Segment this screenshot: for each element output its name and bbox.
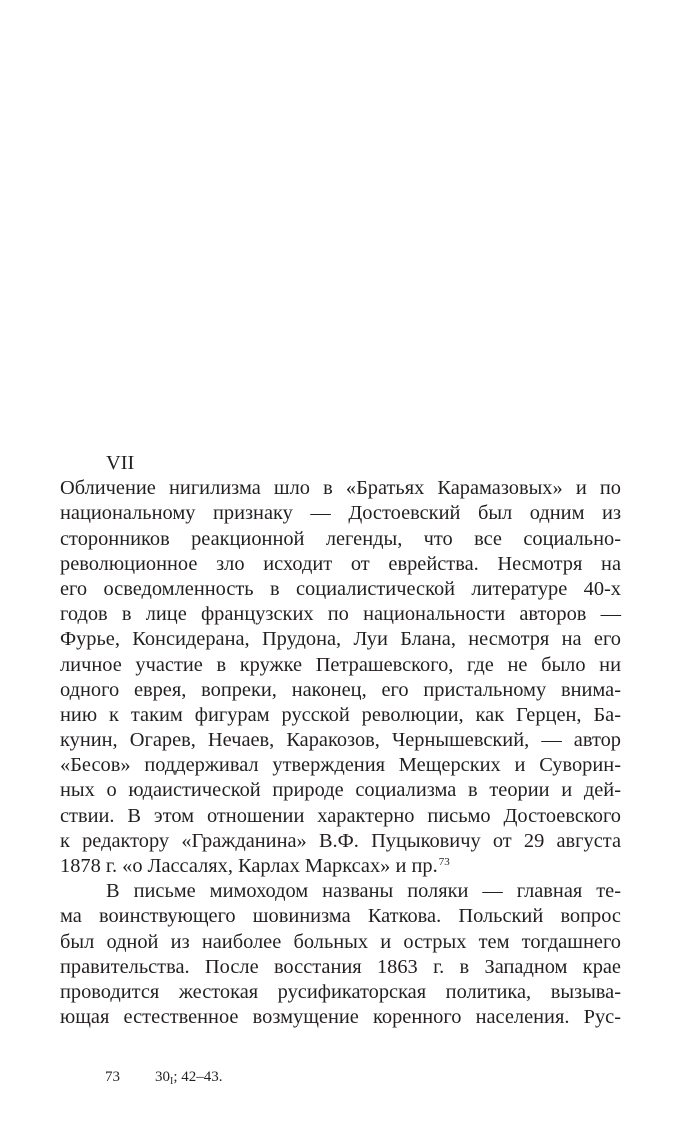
paragraph-2 <box>60 879 621 1030</box>
text-line: революционное зло исходит от еврейства. Несмотря на <box>60 552 621 575</box>
section-heading: VII <box>106 452 135 474</box>
text-line: национальному признаку — Достоевский был одним из <box>60 502 621 525</box>
text-line: нию к таким фигурам русской революции, как Герцен, Ба- <box>60 703 621 726</box>
main-text <box>60 451 621 1030</box>
text-line: ных о юдаистической природе социализма в теории и дей- <box>60 779 621 802</box>
text-line: ющая естественное возмущение коренного населения. Рус- <box>60 1006 621 1029</box>
footnote-subscript: I <box>170 1076 174 1087</box>
text-line-last <box>60 854 621 879</box>
footnote <box>105 1067 223 1092</box>
text-line: его осведомленность в социалистической литературе 40-х <box>60 577 621 600</box>
text-line: сторонников реакционной легенды, что все социально- <box>60 527 621 550</box>
text-line: Фурье, Консидерана, Прудона, Луи Блана, несмотря на его <box>60 628 621 651</box>
paragraph-1 <box>60 476 621 879</box>
text-line: одного еврея, вопреки, наконец, его пристальному внима- <box>60 678 621 701</box>
text-line: ма воинствующего шовинизма Каткова. Польский вопрос <box>60 905 621 928</box>
footnote-pages: ; 42–43. <box>173 1069 223 1085</box>
text-line: проводится жестокая русификаторская политика, вызыва- <box>60 980 621 1003</box>
text-line: годов в лице французских по национальности авторов — <box>60 603 621 626</box>
footnote-volume: 30 <box>155 1069 170 1085</box>
footnote-number: 73 <box>105 1069 120 1085</box>
text-line: Обличение нигилизма шло в «Братьях Карамазовых» и по <box>60 477 621 500</box>
text-line: кунин, Огарев, Нечаев, Каракозов, Чернышевский, — автор <box>60 729 621 752</box>
text-line: В письме мимоходом названы поляки — главная те- <box>106 880 621 903</box>
text-line: был одной из наиболее больных и острых тем тогдашнего <box>60 930 621 953</box>
text-line: правительства. После восстания 1863 г. в Западном крае <box>60 955 621 978</box>
text-line: ствии. В этом отношении характерно письмо Достоевского <box>60 804 621 827</box>
footnote-reference[interactable]: 73 <box>438 856 450 868</box>
text-line-content: 1878 г. «о Лассалях, Карлах Марксах» и пр. <box>60 855 438 877</box>
text-line: «Бесов» поддерживал утверждения Мещерских и Суворин- <box>60 754 621 777</box>
text-line: к редактору «Гражданина» В.Ф. Пуцыковичу от 29 августа <box>60 829 621 852</box>
text-line: личное участие в кружке Петрашевского, где не было ни <box>60 653 621 676</box>
